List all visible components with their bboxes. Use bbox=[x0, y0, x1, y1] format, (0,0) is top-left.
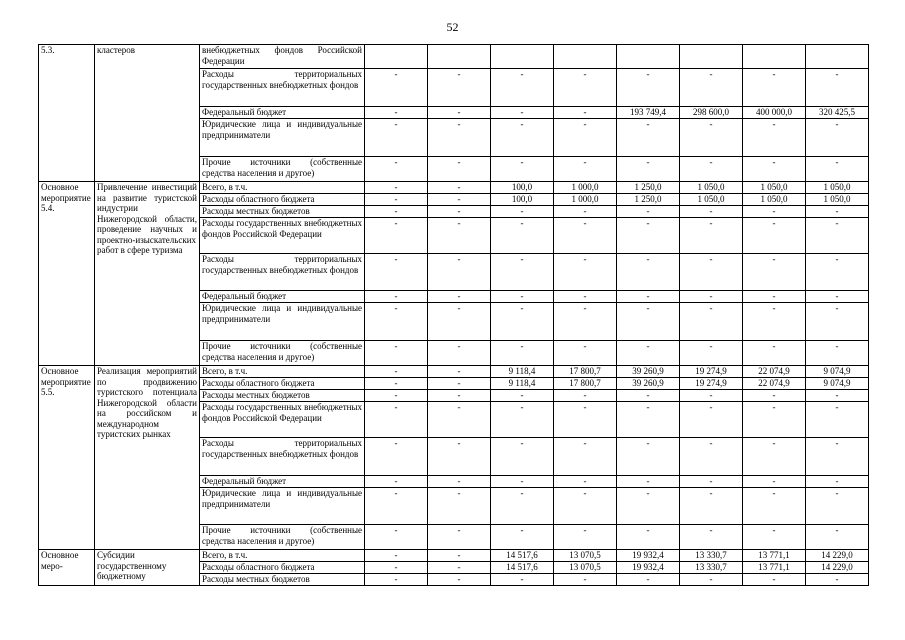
value-cell: 22 074,9 bbox=[743, 378, 806, 390]
value-cell: - bbox=[365, 254, 428, 291]
value-cell: - bbox=[365, 206, 428, 218]
funding-source-cell bbox=[200, 390, 365, 402]
value-cell: - bbox=[806, 303, 869, 341]
value-cell: - bbox=[806, 218, 869, 254]
activity-name: Привлечение инвестиций на развитие туристской индустрии Нижегородской области, проведение научных и проектно-изыскательских работ в сфере туризма bbox=[97, 182, 197, 255]
value-cell: 19 274,9 bbox=[680, 378, 743, 390]
value-cell: 193 749,4 bbox=[617, 107, 680, 119]
value-cell: - bbox=[743, 488, 806, 525]
value-cell: - bbox=[365, 194, 428, 206]
funding-source: Юридические лица и индивидуальные предприниматели bbox=[202, 119, 362, 140]
value-cell: - bbox=[428, 574, 491, 586]
value-cell: - bbox=[365, 291, 428, 303]
funding-source: Расходы местных бюджетов bbox=[202, 574, 310, 584]
value-cell: - bbox=[743, 341, 806, 366]
value-cell: - bbox=[806, 574, 869, 586]
value-cell: 320 425,5 bbox=[806, 107, 869, 119]
value-cell: - bbox=[365, 438, 428, 476]
value-cell: - bbox=[428, 476, 491, 488]
value-cell: 1 250,0 bbox=[617, 182, 680, 194]
value-cell: - bbox=[806, 390, 869, 402]
value-cell: - bbox=[806, 402, 869, 438]
value-cell: - bbox=[491, 476, 554, 488]
value-cell: - bbox=[554, 107, 617, 119]
value-cell: - bbox=[491, 291, 554, 303]
table-row bbox=[39, 45, 869, 69]
value-cell: - bbox=[428, 119, 491, 157]
value-cell: 14 517,6 bbox=[491, 550, 554, 562]
funding-source-cell bbox=[200, 182, 365, 194]
funding-source-cell bbox=[200, 206, 365, 218]
value-cell bbox=[680, 45, 743, 69]
value-cell: 13 070,5 bbox=[554, 562, 617, 574]
value-cell: - bbox=[680, 69, 743, 107]
value-cell: - bbox=[428, 390, 491, 402]
value-cell: - bbox=[743, 303, 806, 341]
value-cell: - bbox=[680, 206, 743, 218]
value-cell: - bbox=[554, 291, 617, 303]
funding-source-cell bbox=[200, 402, 365, 438]
value-cell: - bbox=[680, 488, 743, 525]
value-cell: - bbox=[743, 157, 806, 182]
value-cell: - bbox=[617, 574, 680, 586]
value-cell: 1 050,0 bbox=[806, 194, 869, 206]
value-cell: 39 260,9 bbox=[617, 366, 680, 378]
activity-code-cell bbox=[39, 182, 95, 366]
value-cell: - bbox=[806, 254, 869, 291]
value-cell: 1 050,0 bbox=[680, 194, 743, 206]
funding-source-cell bbox=[200, 366, 365, 378]
value-cell: - bbox=[491, 390, 554, 402]
activity-code-cell bbox=[39, 366, 95, 550]
value-cell: 1 050,0 bbox=[743, 182, 806, 194]
activity-name-cell bbox=[95, 182, 200, 366]
value-cell: - bbox=[680, 119, 743, 157]
value-cell: - bbox=[617, 402, 680, 438]
value-cell: - bbox=[554, 574, 617, 586]
value-cell: 13 330,7 bbox=[680, 550, 743, 562]
funding-source: Расходы территориальных государственных внебюджетных фондов bbox=[202, 69, 362, 90]
value-cell bbox=[743, 45, 806, 69]
value-cell: - bbox=[680, 341, 743, 366]
value-cell: - bbox=[743, 438, 806, 476]
value-cell: - bbox=[743, 476, 806, 488]
funding-source-cell bbox=[200, 291, 365, 303]
funding-source-cell bbox=[200, 550, 365, 562]
value-cell: - bbox=[428, 254, 491, 291]
value-cell: - bbox=[743, 402, 806, 438]
value-cell: - bbox=[491, 488, 554, 525]
funding-source-cell bbox=[200, 378, 365, 390]
value-cell: 19 932,4 bbox=[617, 550, 680, 562]
value-cell: - bbox=[428, 194, 491, 206]
value-cell: - bbox=[428, 550, 491, 562]
activity-code-cell bbox=[39, 45, 95, 182]
value-cell: - bbox=[365, 107, 428, 119]
value-cell: - bbox=[365, 550, 428, 562]
value-cell: 1 050,0 bbox=[743, 194, 806, 206]
value-cell: - bbox=[743, 574, 806, 586]
value-cell: - bbox=[491, 206, 554, 218]
value-cell: - bbox=[491, 107, 554, 119]
value-cell: - bbox=[365, 218, 428, 254]
value-cell: - bbox=[680, 525, 743, 550]
value-cell: - bbox=[680, 254, 743, 291]
activity-name: кластеров bbox=[97, 45, 136, 55]
value-cell bbox=[554, 45, 617, 69]
value-cell: - bbox=[554, 119, 617, 157]
value-cell: 1 050,0 bbox=[806, 182, 869, 194]
value-cell: - bbox=[428, 182, 491, 194]
value-cell: 19 274,9 bbox=[680, 366, 743, 378]
funding-source: Федеральный бюджет bbox=[202, 107, 287, 117]
value-cell: - bbox=[617, 206, 680, 218]
value-cell: - bbox=[617, 438, 680, 476]
value-cell: - bbox=[428, 341, 491, 366]
value-cell: - bbox=[365, 562, 428, 574]
activity-name-cell bbox=[95, 45, 200, 182]
value-cell: - bbox=[806, 291, 869, 303]
funding-source: Федеральный бюджет bbox=[202, 291, 287, 301]
value-cell: - bbox=[365, 390, 428, 402]
funding-source-cell bbox=[200, 341, 365, 366]
value-cell: 100,0 bbox=[491, 182, 554, 194]
value-cell: 13 771,1 bbox=[743, 550, 806, 562]
value-cell: - bbox=[617, 291, 680, 303]
value-cell: - bbox=[428, 366, 491, 378]
value-cell: - bbox=[617, 525, 680, 550]
value-cell: - bbox=[806, 119, 869, 157]
funding-source: Прочие источники (собственные средства населения и другое) bbox=[202, 157, 362, 178]
value-cell: - bbox=[617, 341, 680, 366]
value-cell: 19 932,4 bbox=[617, 562, 680, 574]
funding-source: Расходы местных бюджетов bbox=[202, 390, 310, 400]
value-cell: 17 800,7 bbox=[554, 378, 617, 390]
value-cell: - bbox=[428, 206, 491, 218]
funding-source-cell bbox=[200, 562, 365, 574]
value-cell: - bbox=[428, 69, 491, 107]
funding-source-cell bbox=[200, 476, 365, 488]
value-cell: 298 600,0 bbox=[680, 107, 743, 119]
funding-source-cell bbox=[200, 574, 365, 586]
value-cell: 9 074,9 bbox=[806, 366, 869, 378]
page-number: 52 bbox=[446, 20, 459, 34]
value-cell: - bbox=[680, 438, 743, 476]
value-cell: - bbox=[491, 525, 554, 550]
value-cell: - bbox=[743, 291, 806, 303]
value-cell bbox=[806, 45, 869, 69]
activity-code-cell bbox=[39, 550, 95, 586]
value-cell: - bbox=[617, 218, 680, 254]
value-cell: - bbox=[428, 218, 491, 254]
value-cell: - bbox=[365, 69, 428, 107]
value-cell: - bbox=[428, 291, 491, 303]
value-cell: - bbox=[617, 119, 680, 157]
funding-source-cell bbox=[200, 157, 365, 182]
value-cell: - bbox=[428, 438, 491, 476]
value-cell: 13 070,5 bbox=[554, 550, 617, 562]
value-cell: - bbox=[365, 574, 428, 586]
value-cell: 100,0 bbox=[491, 194, 554, 206]
value-cell: - bbox=[743, 218, 806, 254]
value-cell: - bbox=[491, 218, 554, 254]
funding-source: Расходы областного бюджета bbox=[202, 194, 315, 204]
funding-source-cell bbox=[200, 107, 365, 119]
value-cell: - bbox=[743, 69, 806, 107]
funding-source: Расходы государственных внебюджетных фондов Российской Федерации bbox=[202, 402, 362, 423]
funding-source: Всего, в т.ч. bbox=[202, 182, 248, 192]
value-cell: - bbox=[491, 254, 554, 291]
value-cell: - bbox=[617, 254, 680, 291]
value-cell: - bbox=[554, 525, 617, 550]
value-cell: - bbox=[365, 341, 428, 366]
value-cell: - bbox=[428, 303, 491, 341]
value-cell: - bbox=[365, 488, 428, 525]
funding-source: Расходы территориальных государственных внебюджетных фондов bbox=[202, 254, 362, 275]
value-cell: - bbox=[554, 157, 617, 182]
value-cell: 17 800,7 bbox=[554, 366, 617, 378]
value-cell: - bbox=[680, 476, 743, 488]
funding-source-cell bbox=[200, 438, 365, 476]
activity-name: Реализация мероприятий по продвижению туристского потенциала Нижегородской области на российском и международном туристских рынках bbox=[97, 366, 197, 439]
value-cell: - bbox=[554, 438, 617, 476]
funding-source: Всего, в т.ч. bbox=[202, 550, 248, 560]
value-cell: - bbox=[428, 107, 491, 119]
activity-code: Основное мероприятие 5.5. bbox=[41, 366, 91, 397]
value-cell: - bbox=[491, 574, 554, 586]
value-cell bbox=[428, 45, 491, 69]
value-cell: - bbox=[365, 402, 428, 438]
activity-code: 5.3. bbox=[41, 45, 55, 55]
value-cell: 9 118,4 bbox=[491, 378, 554, 390]
value-cell: - bbox=[491, 402, 554, 438]
value-cell: - bbox=[365, 119, 428, 157]
funding-source-cell bbox=[200, 488, 365, 525]
value-cell: - bbox=[617, 488, 680, 525]
budget-table bbox=[38, 44, 869, 586]
value-cell: 14 229,0 bbox=[806, 550, 869, 562]
funding-source-cell bbox=[200, 119, 365, 157]
value-cell: - bbox=[680, 218, 743, 254]
value-cell: - bbox=[365, 303, 428, 341]
value-cell: - bbox=[554, 488, 617, 525]
value-cell: - bbox=[617, 303, 680, 341]
value-cell: - bbox=[428, 488, 491, 525]
value-cell: - bbox=[365, 366, 428, 378]
activity-code: Основное мероприятие 5.4. bbox=[41, 182, 91, 213]
funding-source-cell bbox=[200, 525, 365, 550]
funding-source: внебюджетных фондов Российской Федерации bbox=[202, 45, 362, 66]
value-cell: - bbox=[680, 402, 743, 438]
funding-source: Расходы территориальных государственных внебюджетных фондов bbox=[202, 438, 362, 459]
value-cell: - bbox=[680, 574, 743, 586]
table-row bbox=[39, 366, 869, 378]
value-cell: - bbox=[806, 69, 869, 107]
value-cell bbox=[491, 45, 554, 69]
value-cell: - bbox=[365, 182, 428, 194]
value-cell: - bbox=[554, 402, 617, 438]
funding-source: Расходы местных бюджетов bbox=[202, 206, 310, 216]
funding-source-cell bbox=[200, 45, 365, 69]
activity-name-cell bbox=[95, 366, 200, 550]
value-cell: - bbox=[491, 119, 554, 157]
funding-source: Расходы областного бюджета bbox=[202, 562, 315, 572]
funding-source: Федеральный бюджет bbox=[202, 476, 287, 486]
value-cell: - bbox=[365, 378, 428, 390]
funding-source-cell bbox=[200, 218, 365, 254]
activity-name: Субсидии государственному бюджетному bbox=[97, 550, 167, 581]
value-cell: - bbox=[680, 291, 743, 303]
value-cell: - bbox=[365, 476, 428, 488]
value-cell: - bbox=[806, 438, 869, 476]
value-cell: - bbox=[743, 119, 806, 157]
value-cell: - bbox=[491, 69, 554, 107]
funding-source-cell bbox=[200, 254, 365, 291]
value-cell: - bbox=[491, 438, 554, 476]
value-cell: 1 050,0 bbox=[680, 182, 743, 194]
value-cell: - bbox=[428, 157, 491, 182]
funding-source-cell bbox=[200, 69, 365, 107]
value-cell: - bbox=[743, 254, 806, 291]
funding-source-cell bbox=[200, 303, 365, 341]
value-cell: - bbox=[491, 341, 554, 366]
value-cell: - bbox=[428, 562, 491, 574]
value-cell: - bbox=[806, 525, 869, 550]
value-cell: - bbox=[806, 488, 869, 525]
value-cell: - bbox=[554, 341, 617, 366]
value-cell: - bbox=[680, 157, 743, 182]
value-cell: - bbox=[554, 476, 617, 488]
value-cell: 9 074,9 bbox=[806, 378, 869, 390]
value-cell: - bbox=[365, 157, 428, 182]
value-cell: - bbox=[428, 525, 491, 550]
value-cell: - bbox=[617, 390, 680, 402]
value-cell: - bbox=[806, 206, 869, 218]
value-cell: 13 771,1 bbox=[743, 562, 806, 574]
funding-source: Расходы государственных внебюджетных фондов Российской Федерации bbox=[202, 218, 362, 239]
value-cell: - bbox=[554, 206, 617, 218]
value-cell: - bbox=[617, 476, 680, 488]
funding-source-cell bbox=[200, 194, 365, 206]
value-cell: - bbox=[491, 157, 554, 182]
value-cell: 1 000,0 bbox=[554, 194, 617, 206]
value-cell: 13 330,7 bbox=[680, 562, 743, 574]
value-cell: - bbox=[554, 69, 617, 107]
value-cell: - bbox=[680, 303, 743, 341]
value-cell: - bbox=[428, 378, 491, 390]
value-cell: - bbox=[554, 390, 617, 402]
table-row bbox=[39, 182, 869, 194]
value-cell: - bbox=[554, 254, 617, 291]
value-cell: - bbox=[806, 341, 869, 366]
funding-source: Расходы областного бюджета bbox=[202, 378, 315, 388]
value-cell: - bbox=[617, 157, 680, 182]
table-row bbox=[39, 550, 869, 562]
value-cell: - bbox=[554, 218, 617, 254]
value-cell bbox=[617, 45, 680, 69]
value-cell: 14 517,6 bbox=[491, 562, 554, 574]
funding-source: Прочие источники (собственные средства населения и другое) bbox=[202, 525, 362, 546]
value-cell: - bbox=[806, 157, 869, 182]
value-cell: 39 260,9 bbox=[617, 378, 680, 390]
funding-source: Прочие источники (собственные средства населения и другое) bbox=[202, 341, 362, 362]
value-cell: 14 229,0 bbox=[806, 562, 869, 574]
value-cell: - bbox=[365, 525, 428, 550]
value-cell: - bbox=[428, 402, 491, 438]
value-cell: 1 250,0 bbox=[617, 194, 680, 206]
value-cell: - bbox=[743, 390, 806, 402]
funding-source: Юридические лица и индивидуальные предприниматели bbox=[202, 488, 362, 509]
value-cell: - bbox=[491, 303, 554, 341]
value-cell: 22 074,9 bbox=[743, 366, 806, 378]
value-cell: - bbox=[617, 69, 680, 107]
value-cell: 400 000,0 bbox=[743, 107, 806, 119]
value-cell: 1 000,0 bbox=[554, 182, 617, 194]
value-cell: - bbox=[680, 390, 743, 402]
value-cell: - bbox=[554, 303, 617, 341]
activity-code: Основное меро- bbox=[41, 550, 79, 571]
value-cell: - bbox=[806, 476, 869, 488]
value-cell bbox=[365, 45, 428, 69]
value-cell: - bbox=[743, 525, 806, 550]
value-cell: - bbox=[743, 206, 806, 218]
funding-source: Юридические лица и индивидуальные предприниматели bbox=[202, 303, 362, 324]
value-cell: 9 118,4 bbox=[491, 366, 554, 378]
activity-name-cell bbox=[95, 550, 200, 586]
funding-source: Всего, в т.ч. bbox=[202, 366, 248, 376]
